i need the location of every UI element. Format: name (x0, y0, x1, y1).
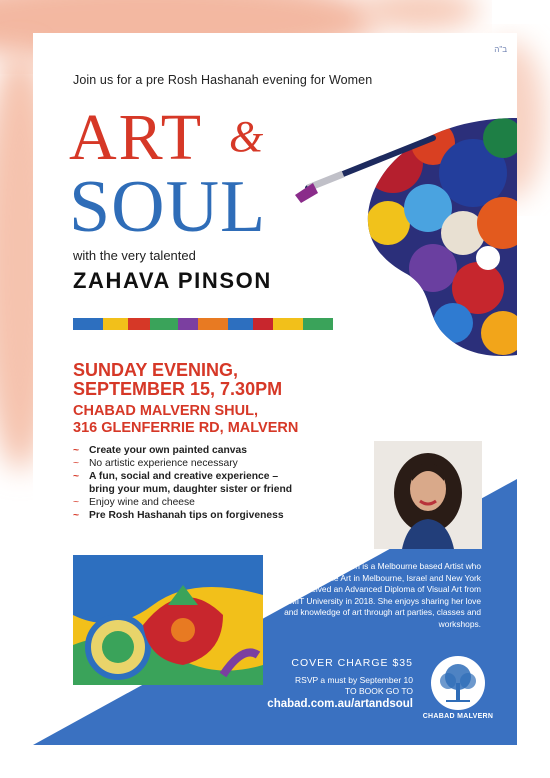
feature-list (73, 445, 373, 523)
tilde-bullet-icon: ~ (73, 458, 80, 469)
list-item: ~ A fun, social and creative experience – (73, 471, 279, 482)
cover-charge: COVER CHARGE $35 (291, 657, 413, 669)
booking-link[interactable]: chabad.com.au/artandsoul (267, 698, 413, 710)
list-item: ~ Pre Rosh Hashanah tips on forgiveness (73, 510, 284, 521)
chabad-malvern-tree-logo (426, 655, 490, 717)
list-item: ~ Enjoy wine and cheese (73, 497, 195, 508)
artist-photo (374, 441, 482, 549)
title-ampersand: & (229, 112, 264, 161)
event-details (73, 361, 298, 437)
rsvp-deadline: RSVP a must by September 10 (295, 675, 413, 685)
tilde-bullet-icon: ~ (73, 510, 80, 521)
event-venue: CHABAD MALVERN SHUL, (73, 403, 259, 419)
invite-line: Join us for a pre Rosh Hashanah evening for Women (73, 73, 373, 87)
list-item: ~ Create your own painted canvas (73, 445, 247, 456)
artist-name: ZAHAVA PINSON (73, 268, 272, 293)
event-address: 316 GLENFERRIE RD, MALVERN (73, 420, 299, 436)
tilde-bullet-icon: ~ (73, 445, 80, 456)
painted-strip (73, 318, 333, 330)
subtitle-with: with the very talented (73, 248, 196, 263)
tilde-bullet-icon: ~ (73, 497, 80, 508)
artist-bio: Zahava Pinson is a Melbourne based Artist who studied Fine Art in Melbourne, Israel and New York and received an Advanced Diploma of Visual Art from RMIT University in 2018. She enjoys sharing her love and knowledge of art through art parties, classes and workshops. (283, 561, 481, 629)
tilde-bullet-icon: ~ (73, 471, 80, 482)
booking-instruction: TO BOOK GO TO (344, 686, 413, 696)
list-item: ~ No artistic experience necessary (73, 458, 238, 469)
poster (33, 33, 517, 745)
title-soul: SOUL (69, 166, 267, 248)
logo-label: CHABAD MALVERN (422, 713, 494, 720)
event-date-time: SEPTEMBER 15, 7.30PM (73, 379, 283, 399)
event-day: SUNDAY EVENING, (73, 360, 239, 380)
title-art: ART (69, 101, 204, 174)
list-item: bring your mum, daughter sister or friend (89, 484, 293, 495)
bet-hey-mark: ב"ה (494, 45, 507, 54)
